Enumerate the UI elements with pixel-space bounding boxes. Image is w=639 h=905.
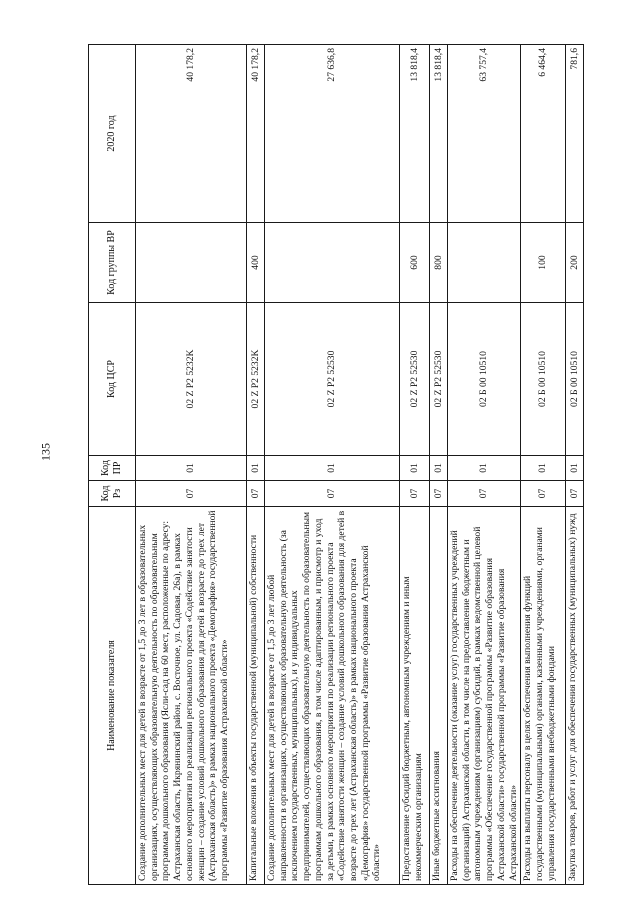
header-year: 2020 год bbox=[89, 45, 136, 223]
table-row bbox=[265, 45, 400, 885]
header-csr: Код ЦСР bbox=[89, 303, 136, 456]
budget-table-region bbox=[88, 45, 578, 885]
rotated-table-container bbox=[88, 45, 578, 885]
row-rz: 07 bbox=[521, 481, 566, 507]
row-rz: 07 bbox=[430, 481, 448, 507]
row-name: Иные бюджетные ассигнования bbox=[430, 507, 448, 885]
row-rz: 07 bbox=[566, 481, 584, 507]
row-value: 27 636,8 bbox=[265, 45, 400, 223]
row-value: 13 818,4 bbox=[400, 45, 430, 223]
row-pr: 01 bbox=[400, 456, 430, 481]
row-value: 781,6 bbox=[566, 45, 584, 223]
row-csr: 02 Б 00 10510 bbox=[521, 303, 566, 456]
row-value: 40 178,2 bbox=[247, 45, 265, 223]
page-number: 135 bbox=[38, 443, 53, 461]
table-row bbox=[430, 45, 448, 885]
table-row bbox=[136, 45, 247, 885]
row-value: 63 757,4 bbox=[448, 45, 521, 223]
row-csr: 02 Z P2 52530 bbox=[265, 303, 400, 456]
row-name: Создание дополнительных мест для детей в возрасте от 1,5 до 3 лет любой направленности в организациях, осуществляющих образовательную деятельность (за исключением государственных, муниципальных), и у индивидуальных предпринимателей, осуществляющих образовательную деятельность по образовательным программам дошкольного образования, в том числе адаптированным, и присмотр и уход за детьми, в рамках основного мероприятия по реализации регионального проекта «Содействие занятости женщин – создание условий дошкольного образования для детей в возрасте до трех лет (Астраханская область)» в рамках национального проекта «Демография» государственной программы «Развитие образования Астраханской области» bbox=[265, 507, 400, 885]
row-csr: 02 Б 00 10510 bbox=[566, 303, 584, 456]
row-pr: 01 bbox=[265, 456, 400, 481]
table-row bbox=[247, 45, 265, 885]
table-row bbox=[566, 45, 584, 885]
row-pr: 01 bbox=[448, 456, 521, 481]
row-vr bbox=[136, 223, 247, 303]
header-pr: Код ПР bbox=[89, 456, 136, 481]
row-csr: 02 Z P2 52530 bbox=[430, 303, 448, 456]
header-name: Наименование показателя bbox=[89, 507, 136, 885]
row-name: Закупка товаров, работ и услуг для обеспечения государственных (муниципальных) нужд bbox=[566, 507, 584, 885]
row-rz: 07 bbox=[136, 481, 247, 507]
row-csr: 02 Z P2 5232K bbox=[136, 303, 247, 456]
row-vr: 100 bbox=[521, 223, 566, 303]
table-row bbox=[448, 45, 521, 885]
row-name: Предоставление субсидий бюджетным, автономным учреждениям и иным некоммерческим организациям bbox=[400, 507, 430, 885]
row-rz: 07 bbox=[448, 481, 521, 507]
row-vr: 800 bbox=[430, 223, 448, 303]
row-vr bbox=[265, 223, 400, 303]
row-vr: 200 bbox=[566, 223, 584, 303]
row-pr: 01 bbox=[566, 456, 584, 481]
row-csr: 02 Z P2 52530 bbox=[400, 303, 430, 456]
row-value: 6 464,4 bbox=[521, 45, 566, 223]
row-pr: 01 bbox=[247, 456, 265, 481]
row-vr: 400 bbox=[247, 223, 265, 303]
row-pr: 01 bbox=[136, 456, 247, 481]
row-csr: 02 Б 00 10510 bbox=[448, 303, 521, 456]
row-vr bbox=[448, 223, 521, 303]
row-csr: 02 Z P2 5232K bbox=[247, 303, 265, 456]
row-name: Расходы на обеспечение деятельности (оказание услуг) государственных учреждений (организаций) Астраханской области, в том числе на предоставление бюджетным и автономным учреждениям (организациям) субсидий, в рамках ведомственной целевой программы «Обеспечение государственной программы «Развитие образования Астраханской области» государственной программы «Развитие образования Астраханской области» bbox=[448, 507, 521, 885]
table-header-row bbox=[89, 45, 136, 885]
row-vr: 600 bbox=[400, 223, 430, 303]
row-value: 40 178,2 bbox=[136, 45, 247, 223]
row-pr: 01 bbox=[430, 456, 448, 481]
row-name: Расходы на выплаты персоналу в целях обеспечения выполнения функций государственными (муниципальными) органами, казенными учреждениями, органами управления государственными внебюджетными фондами bbox=[521, 507, 566, 885]
header-rz: Код Рз bbox=[89, 481, 136, 507]
table-row bbox=[521, 45, 566, 885]
row-rz: 07 bbox=[400, 481, 430, 507]
row-rz: 07 bbox=[247, 481, 265, 507]
row-name: Создание дополнительных мест для детей в возрасте от 1,5 до 3 лет в образовательных организациях, осуществляющих образовательную деятельность по образовательным программам дошкольного образования (Ясли-сад на 60 мест, расположенные по адресу: Астраханская область, Икрянинский район, с. Восточное, ул. Садовая, 26а), в рамках основного мероприятия по реализации регионального проекта «Содействие занятости женщин – создание условий дошкольного образования для детей в возрасте до трех лет (Астраханская область)» в рамках национального проекта «Демография» государственной программы «Развитие образования Астраханской области» bbox=[136, 507, 247, 885]
row-value: 13 818,4 bbox=[430, 45, 448, 223]
header-vr: Код группы ВР bbox=[89, 223, 136, 303]
row-pr: 01 bbox=[521, 456, 566, 481]
row-name: Капитальные вложения в объекты государственной (муниципальной) собственности bbox=[247, 507, 265, 885]
budget-table bbox=[88, 44, 584, 885]
table-row bbox=[400, 45, 430, 885]
row-rz: 07 bbox=[265, 481, 400, 507]
